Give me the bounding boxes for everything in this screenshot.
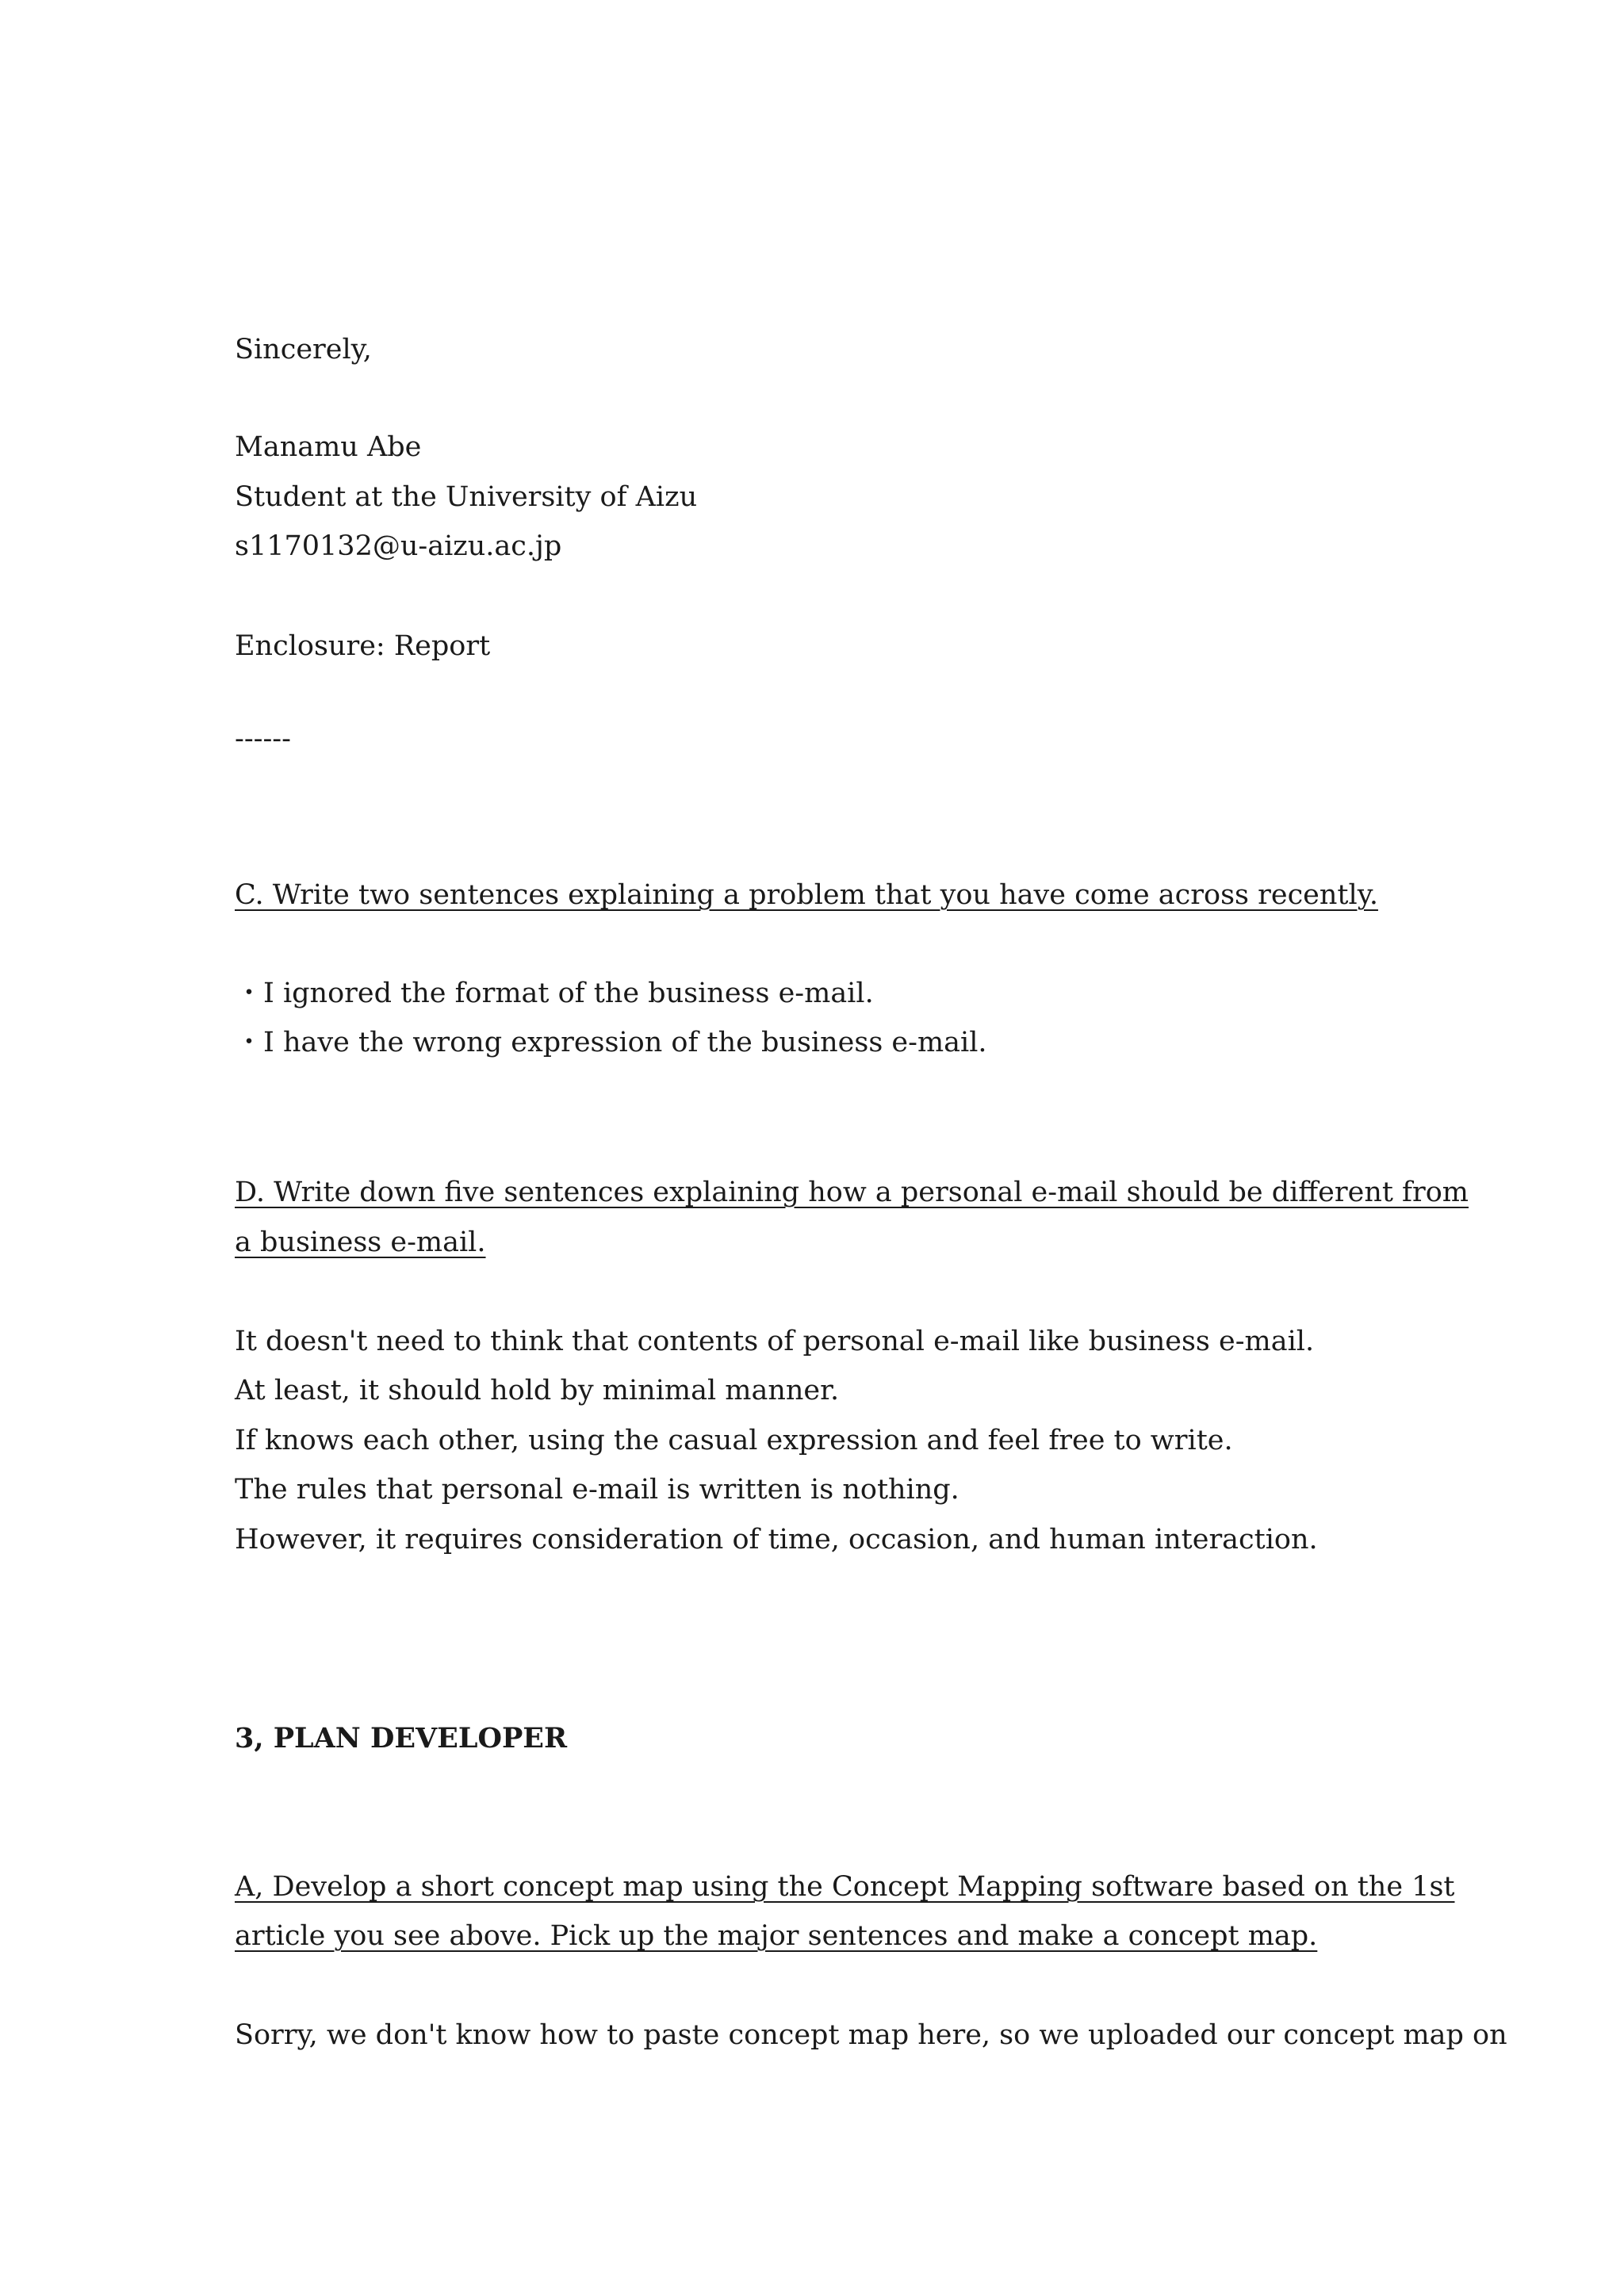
bullet-marker: ・: [235, 978, 263, 1009]
closing-salutation: Sincerely,: [235, 334, 372, 365]
section-d-answer-4: The rules that personal e-mail is written is nothing.: [235, 1474, 959, 1506]
section-d-answer-5: However, it requires consideration of time, occasion, and human interaction.: [235, 1524, 1318, 1556]
answer-text: I have the wrong expression of the business e-mail.: [263, 1027, 987, 1058]
section-3a-answer-line-1: Sorry, we don't know how to paste concept map here, so we uploaded our concept map on: [235, 2019, 1507, 2051]
section-d-question-line-2: a business e-mail.: [235, 1226, 486, 1258]
sender-name: Manamu Abe: [235, 431, 422, 463]
section-d-answer-3: If knows each other, using the casual expression and feel free to write.: [235, 1425, 1233, 1456]
separator-line: ------: [235, 723, 291, 755]
section-3-heading: 3, PLAN DEVELOPER: [235, 1722, 568, 1755]
section-c-question: C. Write two sentences explaining a problem that you have come across recently.: [235, 879, 1378, 911]
enclosure-line: Enclosure: Report: [235, 630, 491, 662]
section-d-answer-2: At least, it should hold by minimal manner.: [235, 1375, 840, 1406]
section-c-answer-1: [235, 974, 874, 1012]
section-d-question-line-1: D. Write down five sentences explaining how a personal e-mail should be different from: [235, 1177, 1469, 1208]
answer-text: I ignored the format of the business e-mail.: [263, 978, 874, 1009]
sender-email: s1170132@u-aizu.ac.jp: [235, 530, 562, 562]
section-c-answer-2: [235, 1024, 987, 1062]
bullet-marker: ・: [235, 1027, 263, 1058]
sender-affiliation: Student at the University of Aizu: [235, 481, 698, 513]
section-3a-question-line-1: A, Develop a short concept map using the Concept Mapping software based on the 1st: [235, 1871, 1455, 1903]
section-3a-question-line-2: article you see above. Pick up the major sentences and make a concept map.: [235, 1920, 1318, 1952]
section-d-answer-1: It doesn't need to think that contents of personal e-mail like business e-mail.: [235, 1326, 1315, 1357]
